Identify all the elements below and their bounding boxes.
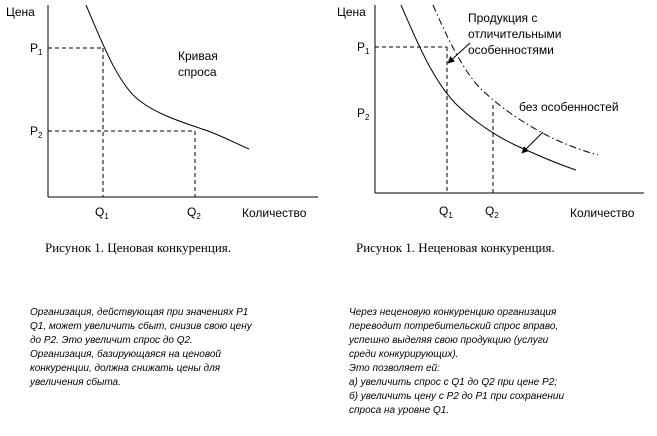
right-p1-label: $P_1$	[357, 40, 370, 56]
right-label-differentiated-line2: отличительными	[468, 27, 562, 41]
right-arrow-bottom	[522, 132, 543, 153]
right-note-line: б) увеличить цену с P2 до P1 при сохранении	[349, 391, 565, 402]
left-demand-curve	[86, 5, 249, 149]
right-note-line: а) увеличить спрос с Q1 до Q2 при цене P2;	[349, 377, 558, 388]
left-curve-label-line1: Кривая	[178, 49, 218, 63]
right-note-line: Это позволяет ей:	[349, 363, 440, 374]
right-q2-label: $Q_2$	[485, 204, 499, 220]
left-caption: Рисунок 1. Ценовая конкуренция.	[45, 240, 232, 255]
right-diagram	[337, 5, 644, 255]
right-q1-label: $Q_1$	[439, 204, 453, 220]
left-note-line: Организация, действующая при значениях P1	[30, 307, 249, 318]
right-caption: Рисунок 1. Неценовая конкуренция.	[356, 240, 555, 255]
left-note-line: конкуренции, должна снижать цены для	[30, 363, 221, 374]
right-note-line: Через неценовую конкуренцию организация	[349, 307, 557, 318]
right-label-differentiated-line3: особенностями	[468, 43, 554, 57]
right-note-line: успешно выделяя свою продукцию (услуги	[349, 335, 549, 346]
left-note-line: Q1, может увеличить сбыт, снизив свою цену	[30, 321, 252, 332]
left-note	[30, 306, 302, 390]
left-p2-label: $P_2$	[30, 124, 43, 140]
right-label-differentiated-line1: Продукция с	[468, 11, 538, 25]
left-diagram	[6, 5, 318, 255]
left-note-line: Организация, базирующаяся на ценовой	[30, 349, 221, 360]
right-label-plain: без особенностей	[519, 100, 619, 114]
right-note-line: переводит потребительский спрос вправо,	[349, 321, 559, 332]
left-note-line: увеличения сбыта.	[30, 377, 121, 388]
left-curve-label-line2: спроса	[178, 65, 217, 79]
left-y-axis-label: Цена	[6, 5, 35, 19]
right-note	[349, 306, 621, 418]
left-note-line: до P2. Это увеличит спрос до Q2.	[30, 335, 193, 346]
right-note-line: спроса на уровне Q1.	[349, 405, 450, 416]
left-q1-label: $Q_1$	[95, 205, 109, 221]
left-p1-label: $P_1$	[30, 41, 43, 57]
left-q2-label: $Q_2$	[187, 205, 201, 221]
right-p2-label: $P_2$	[357, 106, 370, 122]
left-x-axis-label: Количество	[242, 206, 307, 220]
right-note-line: среди конкурирующих).	[349, 349, 459, 360]
right-y-axis-label: Цена	[337, 5, 366, 19]
right-arrow-top	[448, 43, 470, 63]
right-x-axis-label: Количество	[570, 206, 635, 220]
